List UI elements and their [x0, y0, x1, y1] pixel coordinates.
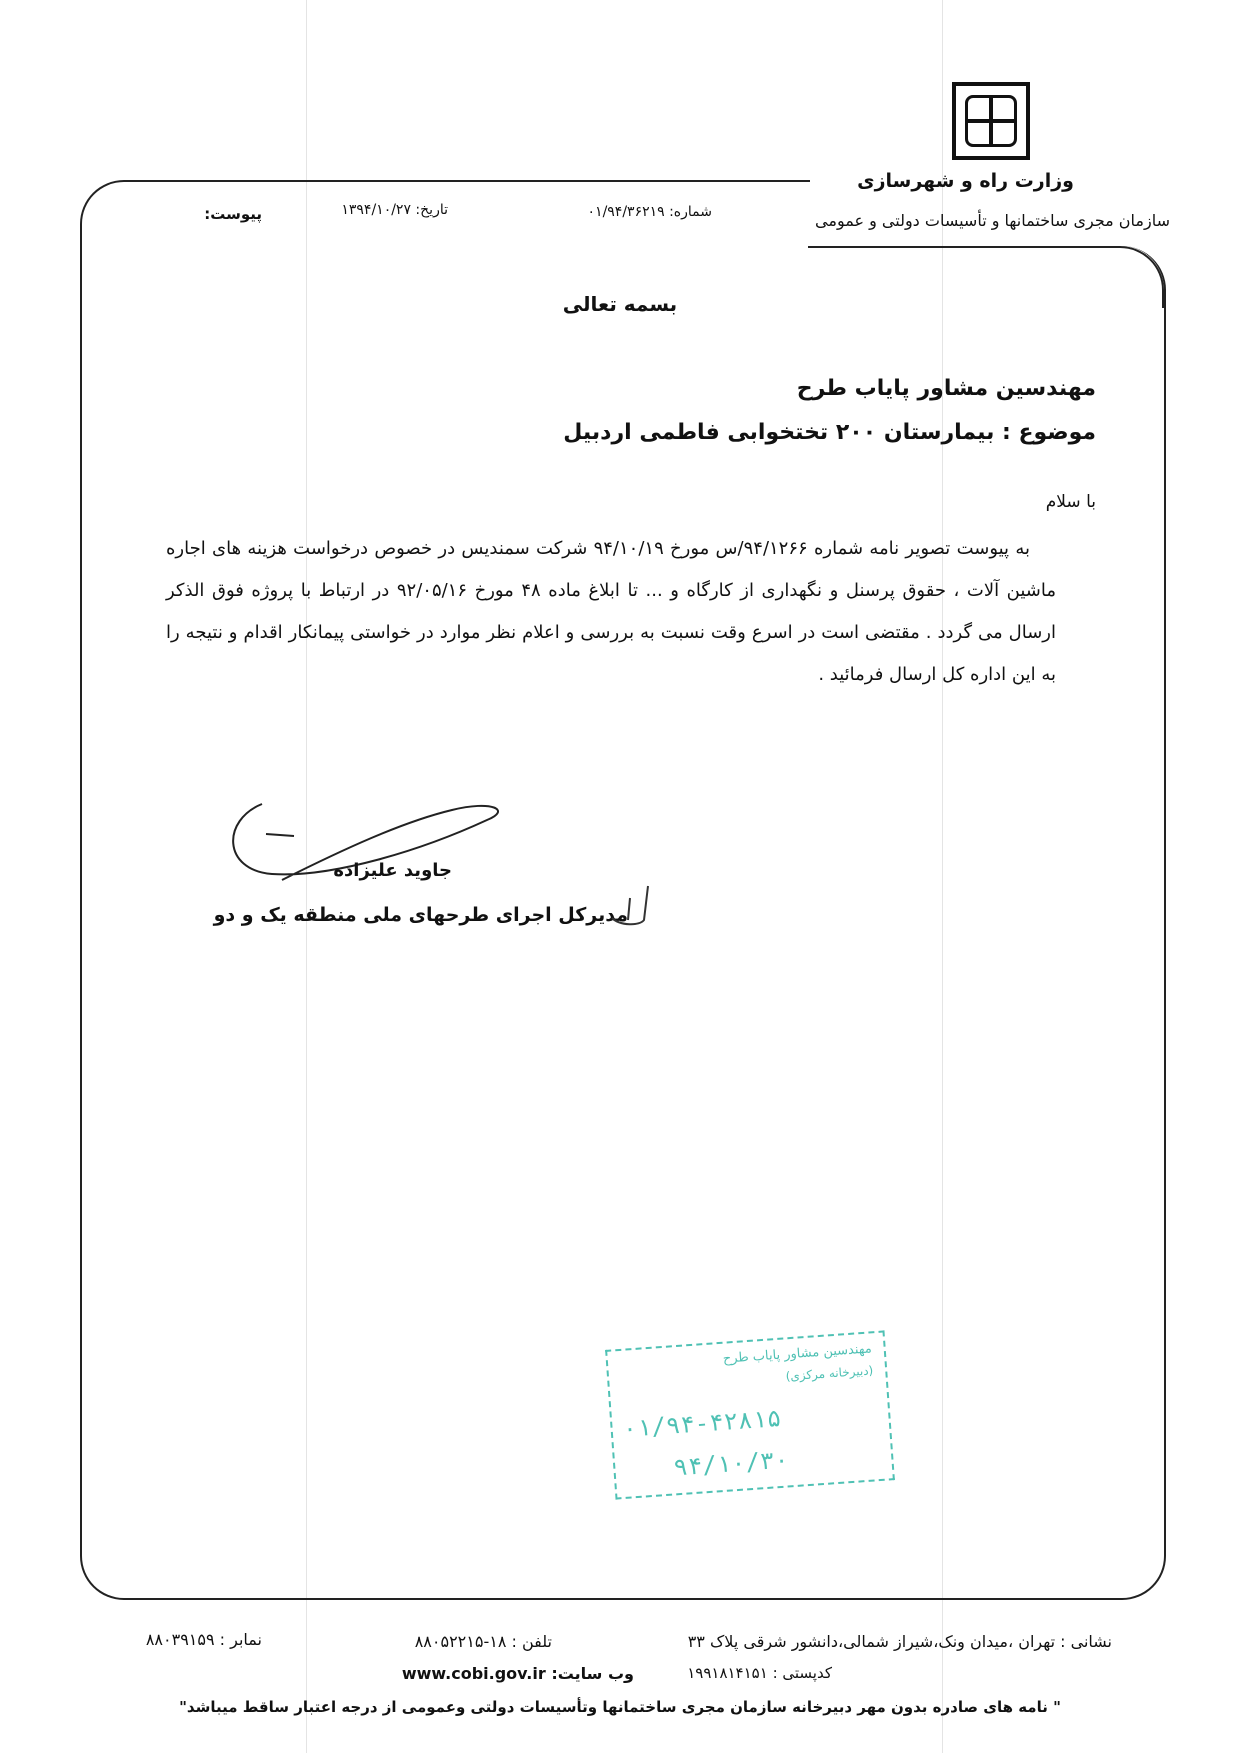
letter-date-value: ۱۳۹۴/۱۰/۲۷ — [341, 202, 411, 218]
greeting: با سلام — [1045, 492, 1096, 512]
footer-website-url[interactable]: www.cobi.gov.ir — [401, 1664, 546, 1683]
letter-heading: بسمه تعالی — [562, 292, 678, 316]
letter-number — [588, 204, 712, 220]
stamp-date: ۹۴/۱۰/۳۰ — [672, 1445, 790, 1482]
ministry-logo-icon — [952, 82, 1030, 160]
stamp-organization: مهندسین مشاور پایاب طرح — [722, 1341, 873, 1367]
footer-address: نشانی : تهران ،میدان ونک،شیراز شمالی،دانشور شرقی پلاک ۳۳ — [687, 1632, 1112, 1651]
footer-phone: تلفن : ۱۸-۸۸۰۵۲۲۱۵ — [414, 1632, 552, 1651]
ministry-name: وزارت راه و شهرسازی — [857, 170, 1074, 192]
footer-website-label: وب سایت: — [551, 1664, 634, 1683]
letter-number-value: ۰۱/۹۴/۳۶۲۱۹ — [587, 204, 665, 220]
footer-validity-note: " نامه های صادره بدون مهر دبیرخانه سازمان مجری ساختمانها وتأسیسات دولتی وعمومی از درجه اعتبار ساقط میباشد" — [179, 1698, 1061, 1716]
signer-name: جاوید علیزاده — [333, 860, 452, 881]
signer-position: مدیرکل اجرای طرحهای ملی منطقه یک و دو — [213, 904, 628, 926]
subject: موضوع : بیمارستان ۲۰۰ تختخوابی فاطمی اردبیل — [563, 420, 1096, 445]
initials-mark — [600, 880, 660, 930]
letter-date-label: تاریخ: — [415, 202, 448, 218]
letter-body: به پیوست تصویر نامه شماره ۹۴/۱۲۶۶/س مورخ ۹۴/۱۰/۱۹ شرکت سمندیس در خصوص درخواست هزینه های اجاره ماشین آلات ، حقوق پرسنل و نگهداری از کارگاه و ... تا ابلاغ ماده ۴۸ مورخ ۹۲/۰۵/۱۶ در ارتباط با پروژه فوق الذکر ارسال می گردد . مقتضی است در اسرع وقت نسبت به بررسی و اعلام نظر موارد در خواستی پیمانکار اقدام و نتیجه را به این اداره کل ارسال فرمائید . — [166, 538, 1056, 685]
stamp-number: ۰۱/۹۴-۴۲۸۱۵ — [621, 1403, 783, 1443]
recipient: مهندسین مشاور پایاب طرح — [796, 376, 1096, 401]
stamp-registry: (دبیرخانه مرکزی) — [785, 1363, 874, 1384]
organization-name: سازمان مجری ساختمانها و تأسیسات دولتی و عمومی — [815, 211, 1170, 230]
footer-fax: نمابر : ۸۸۰۳۹۱۵۹ — [145, 1630, 262, 1649]
footer-postal-code: کدپستی : ۱۹۹۱۸۱۴۱۵۱ — [687, 1664, 832, 1682]
footer-website — [402, 1664, 634, 1683]
letter-number-label: شماره: — [669, 204, 712, 220]
handwritten-signature — [222, 800, 522, 910]
attachment-label: پیوست: — [204, 205, 262, 223]
letter-date — [341, 202, 448, 218]
registry-stamp — [605, 1330, 895, 1499]
